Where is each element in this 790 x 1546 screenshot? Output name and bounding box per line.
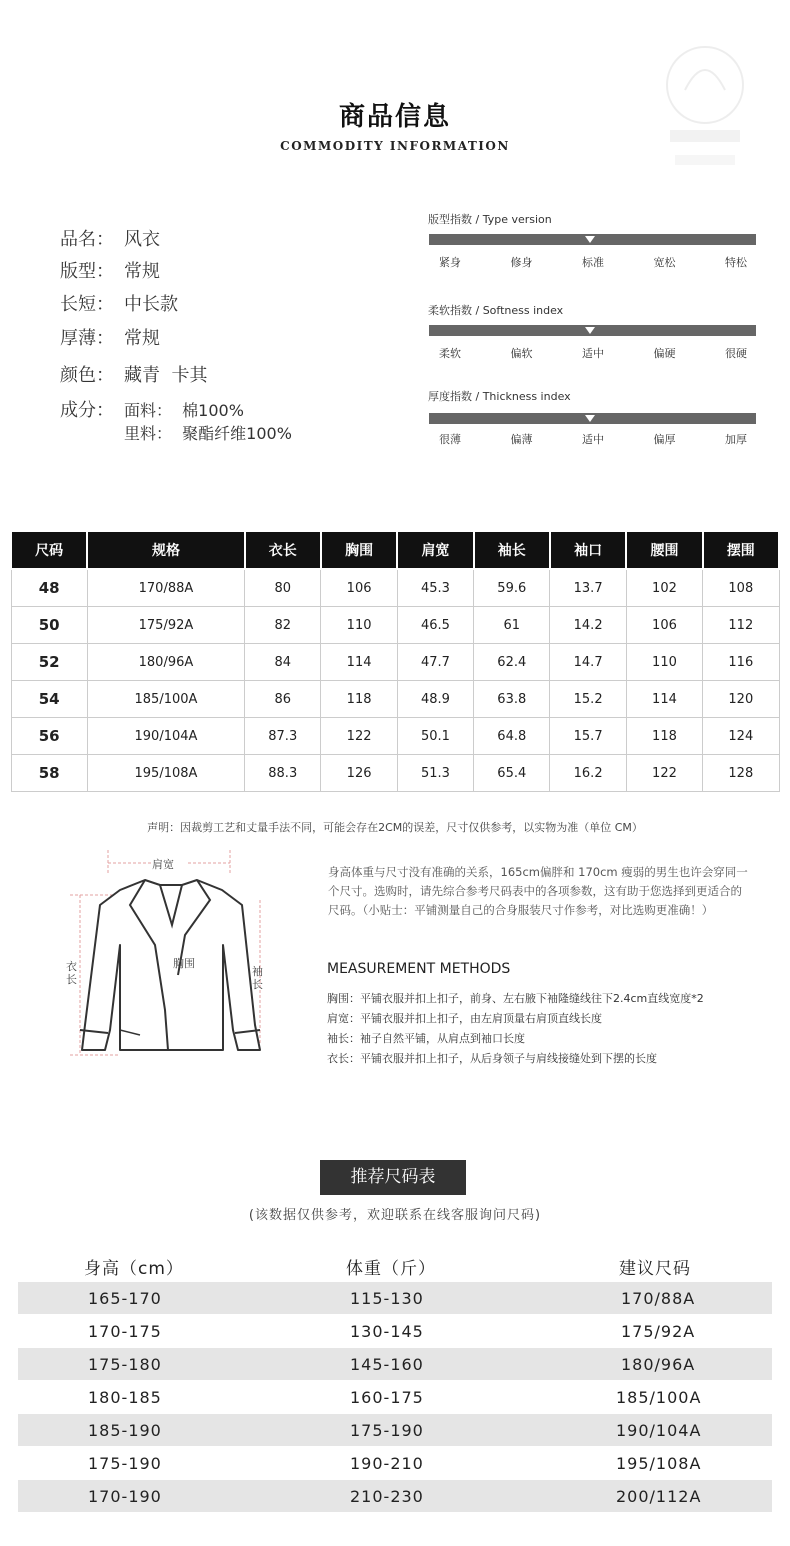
rec-header-height: 身高（cm） (84, 1259, 184, 1279)
table-cell: 50.1 (397, 718, 473, 755)
table-cell: 46.5 (397, 607, 473, 644)
table-cell: 52 (11, 644, 87, 681)
table-cell: 118 (321, 681, 397, 718)
col-header: 袖口 (550, 531, 626, 569)
thickness-index-label: 加厚 (725, 433, 747, 446)
table-cell: 59.6 (474, 569, 550, 607)
table-cell: 48.9 (397, 681, 473, 718)
softness-index-label: 柔软 (439, 347, 461, 360)
table-cell: 195/108A (87, 755, 244, 792)
rec-weight: 175-190 (350, 1421, 424, 1440)
table-cell: 185/100A (87, 681, 244, 718)
softness-index-title: 柔软指数 / Softness index (428, 304, 564, 317)
diagram-label-length: 衣长 (66, 960, 77, 986)
table-cell: 190/104A (87, 718, 244, 755)
table-cell: 124 (703, 718, 779, 755)
table-cell: 50 (11, 607, 87, 644)
table-cell: 54 (11, 681, 87, 718)
table-row (18, 1348, 772, 1380)
col-header: 规格 (87, 531, 244, 569)
rec-height: 185-190 (88, 1421, 162, 1440)
page-title: 商品信息 (338, 102, 451, 132)
table-row (18, 1447, 772, 1479)
type-index-label: 紧身 (439, 256, 461, 269)
table-row (11, 569, 779, 607)
size-table (10, 530, 780, 792)
thickness-index-label: 很薄 (439, 433, 461, 446)
size-disclaimer: 声明：因裁剪工艺和丈量手法不同，可能会存在2CM的误差，尺寸仅供参考，以实物为准（单位 CM） (147, 821, 643, 834)
rec-size: 200/112A (616, 1487, 702, 1506)
measurement-chest: 胸围：平铺衣服并扣上扣子，前身、左右腋下袖隆缝线往下2.4cm直线宽度*2 (327, 992, 704, 1005)
table-cell: 84 (245, 644, 321, 681)
table-cell: 45.3 (397, 569, 473, 607)
table-cell: 122 (626, 755, 702, 792)
rec-weight: 130-145 (350, 1322, 424, 1341)
table-cell: 126 (321, 755, 397, 792)
table-cell: 114 (626, 681, 702, 718)
table-cell: 87.3 (245, 718, 321, 755)
softness-index-label: 偏软 (510, 347, 533, 360)
rec-weight: 160-175 (350, 1388, 424, 1407)
rec-size: 195/108A (616, 1454, 702, 1473)
table-cell: 82 (245, 607, 321, 644)
table-row (11, 644, 779, 681)
recommend-title: 推荐尺码表 (320, 1160, 466, 1195)
table-cell: 62.4 (474, 644, 550, 681)
info-material-lining: 里料： 聚酯纤维100% (124, 424, 292, 443)
thickness-index-marker (585, 415, 595, 422)
rec-weight: 145-160 (350, 1355, 424, 1374)
info-length: 长短： 中长款 (60, 294, 178, 315)
table-cell: 80 (245, 569, 321, 607)
table-cell: 15.7 (550, 718, 626, 755)
size-table-header (11, 531, 779, 569)
table-cell: 110 (321, 607, 397, 644)
table-cell: 88.3 (245, 755, 321, 792)
rec-height: 170-190 (88, 1487, 162, 1506)
table-cell: 86 (245, 681, 321, 718)
table-cell: 58 (11, 755, 87, 792)
col-header: 衣长 (245, 531, 321, 569)
rec-size: 170/88A (621, 1289, 696, 1308)
table-cell: 65.4 (474, 755, 550, 792)
info-name: 品名： 风衣 (60, 229, 160, 250)
rec-header-weight: 体重（斤） (346, 1259, 436, 1279)
type-index-label: 修身 (510, 256, 533, 269)
table-cell: 63.8 (474, 681, 550, 718)
type-index-label: 特松 (725, 256, 747, 269)
rec-size: 175/92A (621, 1322, 696, 1341)
measurement-sleeve: 袖长：袖子自然平铺，从肩点到袖口长度 (327, 1032, 525, 1045)
rec-weight: 115-130 (350, 1289, 424, 1308)
recommend-subtitle: (该数据仅供参考，欢迎联系在线客服询问尺码) (248, 1208, 542, 1223)
size-advice-text: 身高体重与尺寸没有准确的关系，165cm偏胖和 170cm 瘦弱的男生也许会穿同一个尺寸。选购时，请先综合参考尺码表中的各项参数，这有助于您选择到更适合的尺码。（小贴士：平铺测量自己的合身服装尺寸作参考，对比选购更准确！） (328, 865, 748, 917)
softness-index-label: 很硬 (725, 347, 747, 360)
rec-size: 185/100A (616, 1388, 702, 1407)
measurement-shoulder: 肩宽：平铺衣服并扣上扣子，由左肩顶量右肩顶直线长度 (327, 1012, 602, 1025)
info-thickness: 厚薄： 常规 (60, 328, 160, 349)
type-index-bar (429, 234, 756, 245)
rec-height: 180-185 (88, 1388, 162, 1407)
table-cell: 106 (321, 569, 397, 607)
table-cell: 51.3 (397, 755, 473, 792)
col-header: 胸围 (321, 531, 397, 569)
softness-index-label: 适中 (582, 347, 604, 360)
thickness-index-bar (429, 413, 756, 424)
measurement-length: 衣长：平铺衣服并扣上扣子，从后身领子与肩线接缝处到下摆的长度 (327, 1052, 657, 1065)
thickness-index-label: 偏薄 (510, 433, 533, 446)
rec-height: 175-190 (88, 1454, 162, 1473)
page-subtitle: COMMODITY INFORMATION (280, 139, 510, 153)
table-cell: 112 (703, 607, 779, 644)
diagram-label-sleeve: 袖长 (252, 965, 263, 991)
rec-weight: 190-210 (350, 1454, 424, 1473)
rec-height: 165-170 (88, 1289, 162, 1308)
table-cell: 47.7 (397, 644, 473, 681)
table-cell: 14.7 (550, 644, 626, 681)
col-header: 腰围 (626, 531, 702, 569)
table-cell: 170/88A (87, 569, 244, 607)
table-cell: 106 (626, 607, 702, 644)
table-row (18, 1282, 772, 1314)
table-row (18, 1381, 772, 1413)
diagram-label-chest: 胸围 (173, 957, 195, 970)
col-header: 袖长 (474, 531, 550, 569)
table-cell: 120 (703, 681, 779, 718)
col-header: 肩宽 (397, 531, 473, 569)
coat-measurement-diagram (60, 845, 275, 1065)
thickness-index-title: 厚度指数 / Thickness index (428, 390, 571, 403)
measurement-title: MEASUREMENT METHODS (327, 961, 511, 977)
table-cell: 13.7 (550, 569, 626, 607)
type-index-label: 宽松 (653, 256, 676, 269)
table-cell: 118 (626, 718, 702, 755)
softness-index-label: 偏硬 (653, 347, 676, 360)
table-cell: 14.2 (550, 607, 626, 644)
type-index-label: 标准 (582, 256, 604, 269)
table-row (11, 755, 779, 792)
softness-index-bar (429, 325, 756, 336)
diagram-label-shoulder: 肩宽 (152, 858, 174, 871)
softness-index-labels (428, 345, 758, 361)
table-cell: 116 (703, 644, 779, 681)
table-row (11, 607, 779, 644)
table-row (11, 681, 779, 718)
table-cell: 122 (321, 718, 397, 755)
rec-size: 190/104A (616, 1421, 702, 1440)
table-cell: 175/92A (87, 607, 244, 644)
table-cell: 114 (321, 644, 397, 681)
table-row (18, 1315, 772, 1347)
softness-index-marker (585, 327, 595, 334)
rec-height: 170-175 (88, 1322, 162, 1341)
info-fit: 版型： 常规 (60, 261, 160, 282)
table-cell: 102 (626, 569, 702, 607)
table-row (18, 1414, 772, 1446)
table-cell: 128 (703, 755, 779, 792)
table-cell: 110 (626, 644, 702, 681)
thickness-index-label: 适中 (582, 433, 604, 446)
rec-height: 175-180 (88, 1355, 162, 1374)
table-row (11, 718, 779, 755)
table-cell: 61 (474, 607, 550, 644)
table-cell: 16.2 (550, 755, 626, 792)
rec-size: 180/96A (621, 1355, 696, 1374)
col-header: 摆围 (703, 531, 779, 569)
type-index-title: 版型指数 / Type version (428, 213, 552, 226)
table-cell: 48 (11, 569, 87, 607)
table-cell: 108 (703, 569, 779, 607)
info-material-outer: 成分： 面料： 棉100% (60, 400, 244, 421)
table-cell: 15.2 (550, 681, 626, 718)
type-index-labels (428, 254, 758, 270)
type-index-marker (585, 236, 595, 243)
table-cell: 56 (11, 718, 87, 755)
rec-header-size: 建议尺码 (619, 1259, 691, 1279)
thickness-index-labels (428, 431, 758, 447)
col-header: 尺码 (11, 531, 87, 569)
rec-weight: 210-230 (350, 1487, 424, 1506)
table-row (18, 1480, 772, 1512)
info-color: 颜色： 藏青 卡其 (60, 365, 208, 386)
thickness-index-label: 偏厚 (653, 433, 676, 446)
table-cell: 180/96A (87, 644, 244, 681)
table-cell: 64.8 (474, 718, 550, 755)
